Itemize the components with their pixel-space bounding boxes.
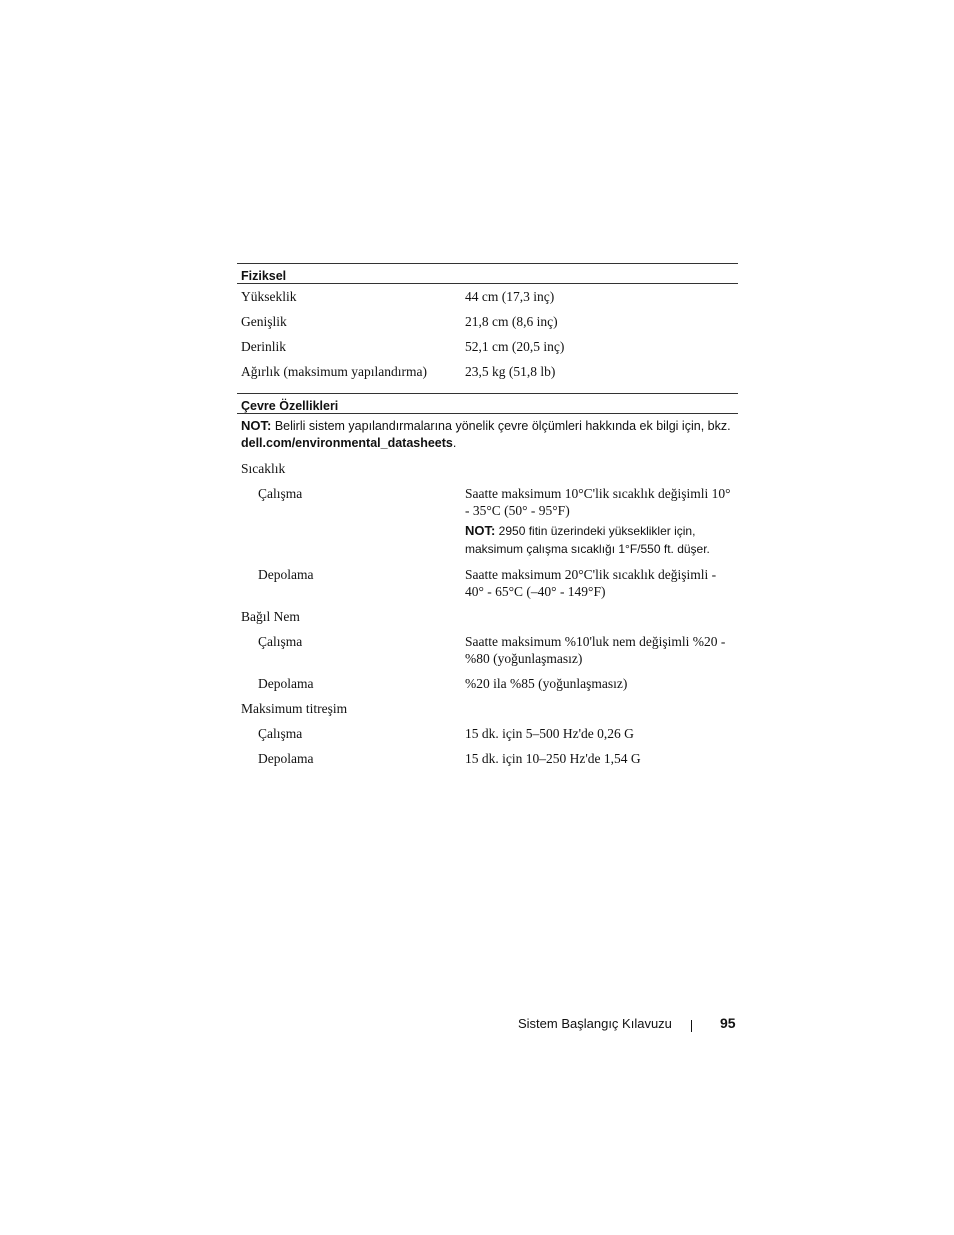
spec-value: Saatte maksimum %10'luk nem değişimli %20 - %80 (yoğunlaşmasız) bbox=[465, 634, 726, 666]
spec-value bbox=[465, 485, 738, 558]
spec-row-depth bbox=[237, 338, 738, 355]
page-number: 95 bbox=[720, 1015, 736, 1031]
spec-label: Derinlik bbox=[241, 339, 286, 354]
spec-row-temperature-operating bbox=[237, 485, 738, 558]
spec-row-humidity-operating bbox=[237, 633, 738, 667]
spec-row-width bbox=[237, 313, 738, 330]
spec-value: 15 dk. için 10–250 Hz'de 1,54 G bbox=[465, 751, 641, 766]
datasheets-link[interactable]: dell.com/environmental_datasheets bbox=[241, 436, 453, 450]
spec-value: Saatte maksimum 20°C'lik sıcaklık değişimli - 40° - 65°C (–40° - 149°F) bbox=[465, 567, 717, 599]
spec-label: Depolama bbox=[258, 567, 314, 582]
note-text: Belirli sistem yapılandırmalarına yönelik çevre ölçümleri hakkında ek bilgi için, bkz. bbox=[271, 419, 731, 433]
spec-group-label: Sıcaklık bbox=[241, 461, 286, 476]
footer-separator bbox=[691, 1020, 692, 1032]
spec-row-height bbox=[237, 288, 738, 305]
spec-label: Depolama bbox=[258, 751, 314, 766]
spec-label: Çalışma bbox=[258, 726, 303, 741]
spec-group-label: Bağıl Nem bbox=[241, 609, 300, 624]
spec-table bbox=[237, 263, 738, 775]
spec-row-vibration-storage bbox=[237, 750, 738, 767]
spec-row-humidity bbox=[237, 608, 738, 625]
spec-group-label: Maksimum titreşim bbox=[241, 701, 348, 716]
spec-label: Yükseklik bbox=[241, 289, 297, 304]
spec-label: Ağırlık (maksimum yapılandırma) bbox=[241, 364, 427, 379]
spec-label: Çalışma bbox=[258, 634, 303, 649]
spec-row-humidity-storage bbox=[237, 675, 738, 692]
note-text: 2950 fitin üzerindeki yükseklikler için, maksimum çalışma sıcaklığı 1°F/550 ft. düşer. bbox=[465, 524, 710, 556]
spec-value: 44 cm (17,3 inç) bbox=[465, 289, 555, 304]
section-header-environmental: Çevre Özellikleri bbox=[237, 393, 738, 414]
spec-label: Depolama bbox=[258, 676, 314, 691]
note-text-end: . bbox=[452, 436, 457, 450]
spec-label: Çalışma bbox=[258, 486, 303, 501]
guide-title: Sistem Başlangıç Kılavuzu bbox=[518, 1016, 672, 1031]
spec-row-temperature-storage bbox=[237, 566, 738, 600]
note-label: NOT: bbox=[241, 418, 272, 433]
spec-value: 21,8 cm (8,6 inç) bbox=[465, 314, 558, 329]
altitude-note bbox=[465, 522, 738, 558]
physical-rows bbox=[237, 288, 738, 380]
spec-row-temperature bbox=[237, 460, 738, 477]
spec-row-vibration bbox=[237, 700, 738, 717]
note-label: NOT: bbox=[465, 523, 496, 538]
spec-row-vibration-operating bbox=[237, 725, 738, 742]
spec-value: 15 dk. için 5–500 Hz'de 0,26 G bbox=[465, 726, 634, 741]
environmental-note bbox=[237, 417, 738, 452]
spec-row-weight bbox=[237, 363, 738, 380]
spec-value: %20 ila %85 (yoğunlaşmasız) bbox=[465, 676, 628, 691]
temperature-operating-value: Saatte maksimum 10°C'lik sıcaklık değişimli 10° - 35°C (50° - 95°F) bbox=[465, 486, 731, 518]
section-header-physical: Fiziksel bbox=[237, 263, 738, 284]
spec-label: Genişlik bbox=[241, 314, 287, 329]
spec-value: 23,5 kg (51,8 lb) bbox=[465, 364, 556, 379]
spec-value: 52,1 cm (20,5 inç) bbox=[465, 339, 565, 354]
